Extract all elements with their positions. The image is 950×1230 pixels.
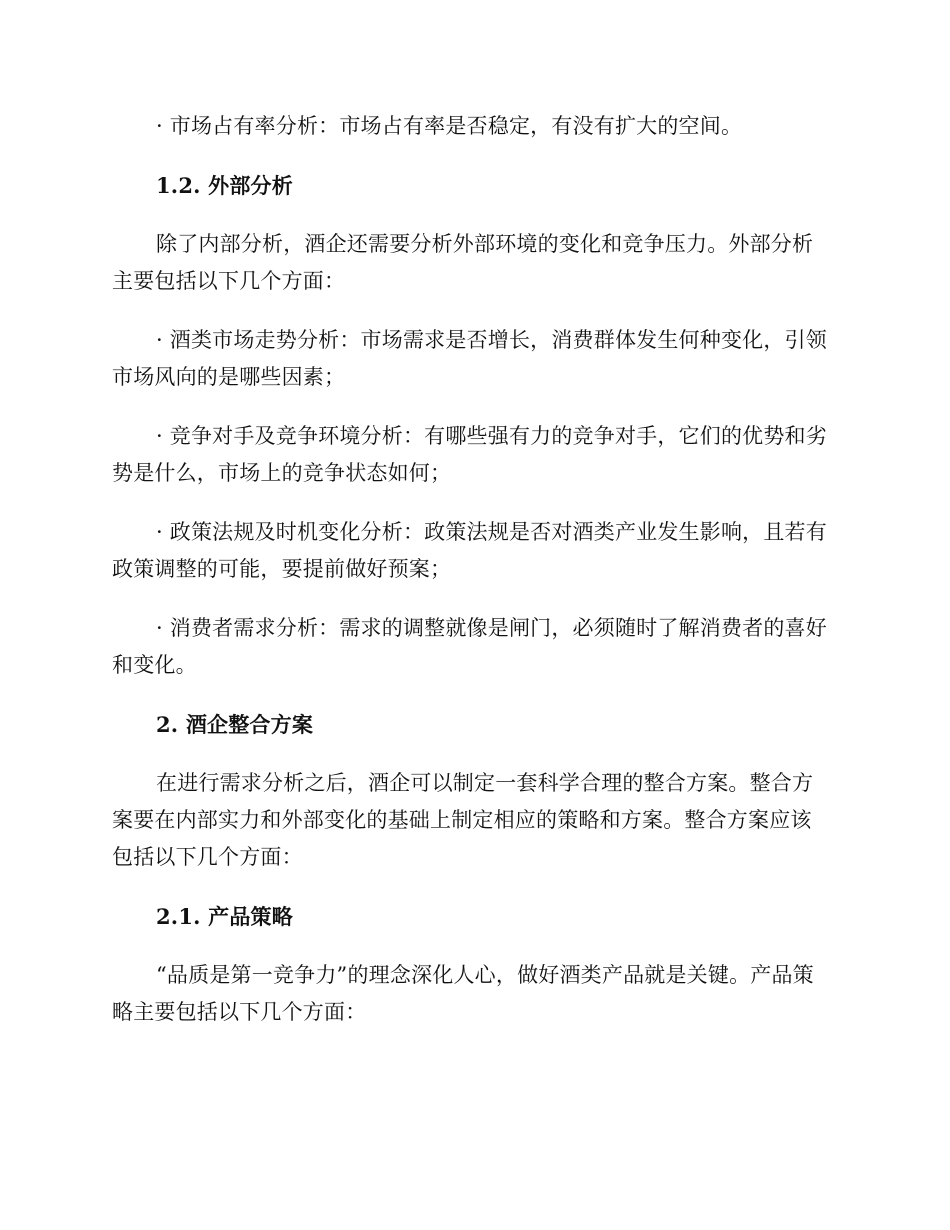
section-heading-external-analysis: 1.2. 外部分析 (156, 173, 293, 198)
bullet-market-share: · 市场占有率分析：市场占有率是否稳定，有没有扩大的空间。 (156, 114, 743, 138)
bullet-market-trend: · 酒类市场走势分析：市场需求是否增长，消费群体发生何种变化，引领市场风向的是哪些因素； (112, 328, 827, 389)
section-heading-integration-plan: 2. 酒企整合方案 (156, 712, 314, 737)
bullet-consumer-demand: · 消费者需求分析：需求的调整就像是闸门，必须随时了解消费者的喜好和变化。 (112, 616, 827, 677)
bullet-policy: · 政策法规及时机变化分析：政策法规是否对酒类产业发生影响，且若有政策调整的可能，要提前做好预案； (112, 520, 827, 581)
document-body (112, 108, 828, 1053)
paragraph-integration-intro: 在进行需求分析之后，酒企可以制定一套科学合理的整合方案。整合方案要在内部实力和外部变化的基础上制定相应的策略和方案。整合方案应该包括以下几个方面： (112, 771, 814, 869)
paragraph-external-intro: 除了内部分析，酒企还需要分析外部环境的变化和竞争压力。外部分析主要包括以下几个方面： (112, 232, 814, 293)
paragraph-product-strategy: “品质是第一竞争力”的理念深化人心，做好酒类产品就是关键。产品策略主要包括以下几个方面： (112, 963, 814, 1024)
section-heading-product-strategy: 2.1. 产品策略 (156, 904, 293, 929)
bullet-competitors: · 竞争对手及竞争环境分析：有哪些强有力的竞争对手，它们的优势和劣势是什么，市场上的竞争状态如何； (112, 424, 827, 485)
